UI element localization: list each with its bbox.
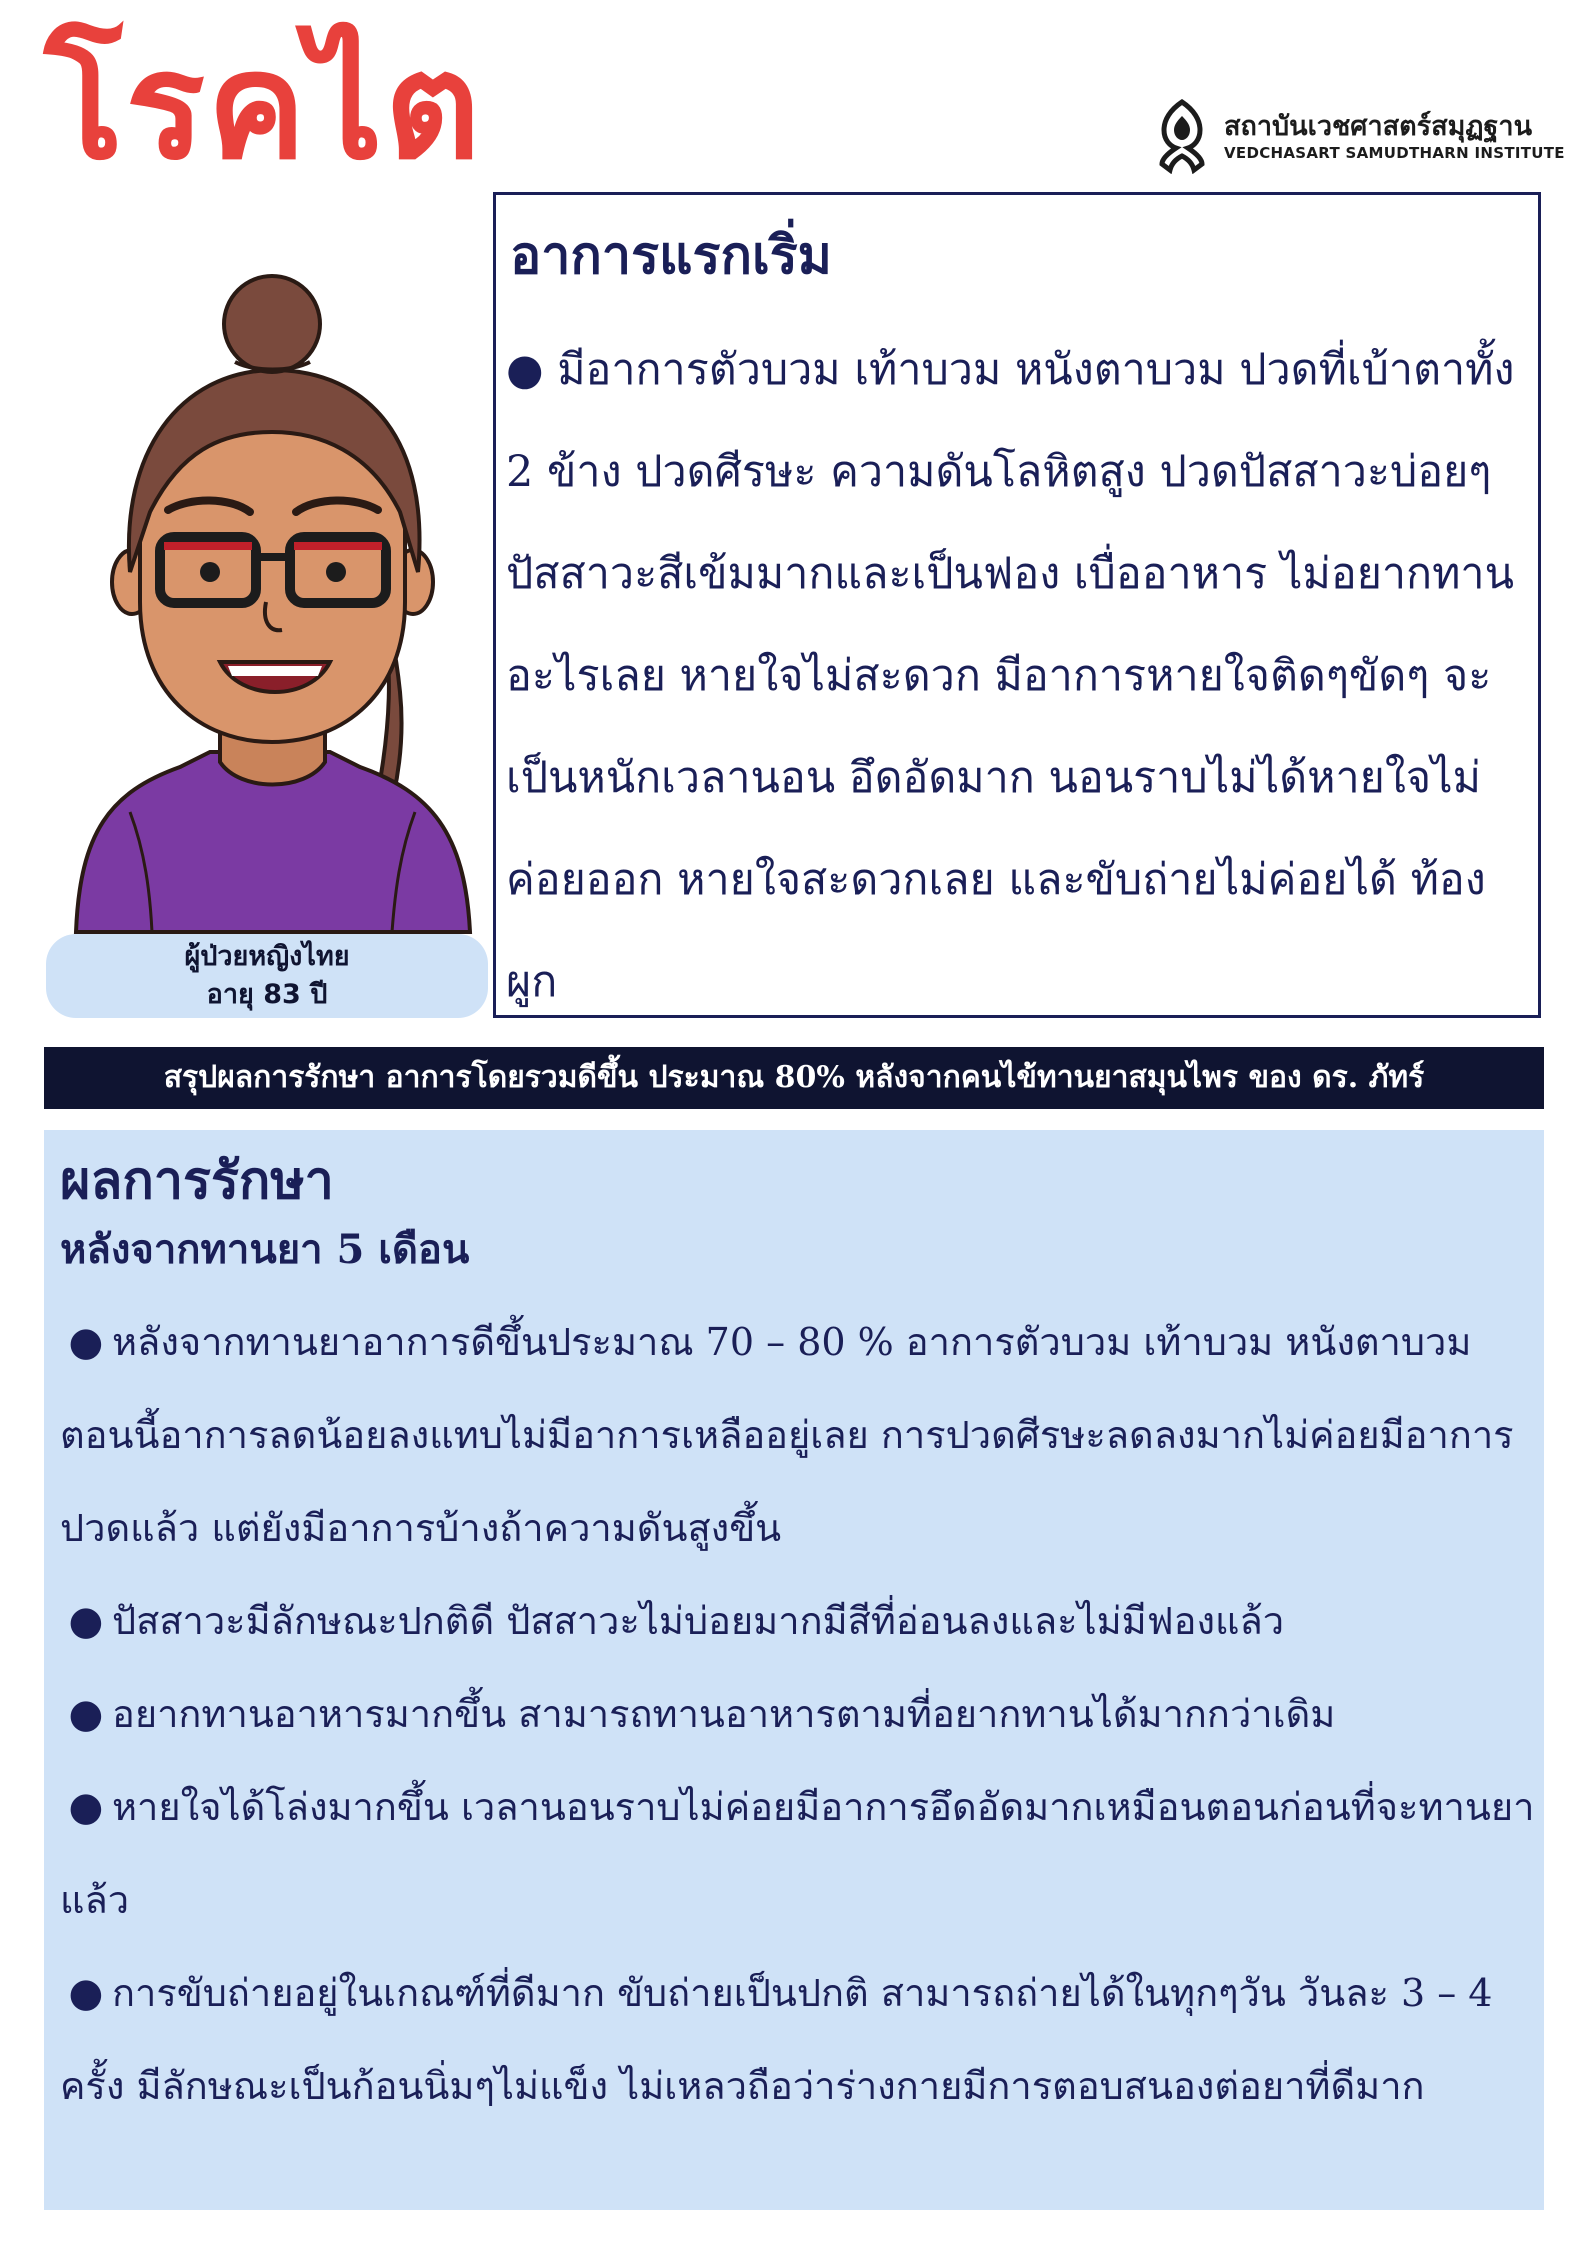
- treatment-summary-bar: สรุปผลการรักษา อาการโดยรวมดีขึ้น ประมาณ 80% หลังจากคนไข้ทานยาสมุนไพร ของ ดร. ภัทร์: [44, 1047, 1544, 1109]
- patient-gender: ผู้ป่วยหญิงไทย: [184, 941, 350, 972]
- list-item: [60, 1761, 1535, 1947]
- logo-thai-text: สถาบันเวชศาสตร์สมุฏฐาน: [1224, 111, 1533, 142]
- result-text: ปัสสาวะมีลักษณะปกติดี ปัสสาวะไม่บ่อยมากมีสีที่อ่อนลงและไม่มีฟองแล้ว: [112, 1599, 1285, 1643]
- patient-caption: [46, 934, 488, 1018]
- bullet-icon: ●: [68, 1970, 104, 2016]
- list-item: [60, 1575, 1535, 1668]
- institute-logo: [1150, 98, 1565, 178]
- initial-symptoms-box: [493, 192, 1541, 1018]
- bullet-icon: ●: [68, 1598, 104, 1644]
- patient-avatar: [70, 272, 480, 942]
- results-title: ผลการรักษา: [60, 1150, 334, 1211]
- list-item: [60, 1947, 1535, 2133]
- result-text: หลังจากทานยาอาการดีขึ้นประมาณ 70 – 80 % อาการตัวบวม เท้าบวม หนังตาบวมตอนนี้อาการลดน้อยลงแทบไม่มีอาการเหลืออยู่เลย การปวดศีรษะลดลงมากไม่ค่อยมีอาการปวดแล้ว แต่ยังมีอาการบ้างถ้าความดันสูงขึ้น: [60, 1320, 1514, 1550]
- treatment-results-panel: [44, 1130, 1544, 2210]
- results-subtitle: หลังจากทานยา 5 เดือน: [60, 1226, 470, 1273]
- initial-symptoms-title: อาการแรกเริ่ม: [510, 225, 832, 286]
- result-text: การขับถ่ายอยู่ในเกณฑ์ที่ดีมาก ขับถ่ายเป็นปกติ สามารถถ่ายได้ในทุกๆวัน วันละ 3 – 4 ครั้ง มีลักษณะเป็นก้อนนิ่มๆไม่แข็ง ไม่เหลวถือว่าร่างกายมีการตอบสนองต่อยาที่ดีมาก: [60, 1971, 1493, 2108]
- result-text: หายใจได้โล่งมากขึ้น เวลานอนราบไม่ค่อยมีอาการอึดอัดมากเหมือนตอนก่อนที่จะทานยาแล้ว: [60, 1785, 1535, 1922]
- bullet-icon: ●: [68, 1691, 104, 1737]
- list-item: [60, 1668, 1535, 1761]
- institute-logo-icon: [1150, 98, 1214, 174]
- results-list: [60, 1296, 1535, 2133]
- initial-symptoms-text: [506, 319, 1536, 1033]
- bullet-icon: ●: [68, 1319, 104, 1365]
- list-item: [60, 1296, 1535, 1575]
- result-text: อยากทานอาหารมากขึ้น สามารถทานอาหารตามที่อยากทานได้มากกว่าเดิม: [112, 1692, 1336, 1736]
- patient-age: อายุ 83 ปี: [206, 979, 328, 1010]
- initial-symptoms-description: มีอาการตัวบวม เท้าบวม หนังตาบวม ปวดที่เบ้าตาทั้ง 2 ข้าง ปวดศีรษะ ความดันโลหิตสูง ปวดปัสสาวะบ่อยๆ ปัสสาวะสีเข้มมากและเป็นฟอง เบื่ออาหาร ไม่อยากทานอะไรเลย หายใจไม่สะดวก มีอาการหายใจติดๆขัดๆ จะเป็นหนักเวลานอน อึดอัดมาก นอนราบไม่ได้หายใจไม่ค่อยออก หายใจสะดวกเลย และขับถ่ายไม่ค่อยได้ ท้องผูก: [506, 345, 1515, 1007]
- bullet-icon: ●: [68, 1784, 104, 1830]
- page-title: โรคไต: [44, 20, 483, 192]
- bullet-icon: ●: [506, 345, 544, 395]
- logo-english-text: VEDCHASART SAMUDTHARN INSTITUTE: [1224, 144, 1565, 162]
